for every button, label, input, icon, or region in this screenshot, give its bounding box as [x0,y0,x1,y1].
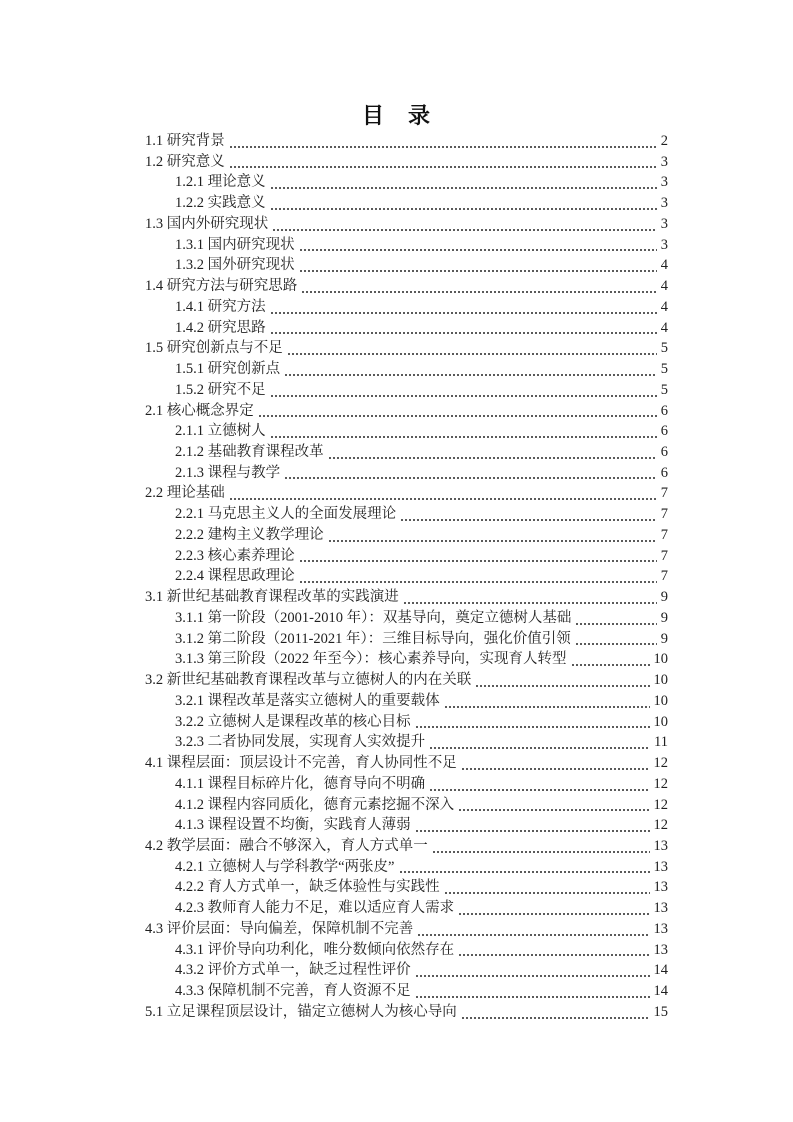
toc-page-number: 10 [653,692,668,709]
toc-entry[interactable] [145,629,668,650]
toc-entry-label: 3.2.1 课程改革是落实立德树人的重要载体 [175,692,440,709]
dot-leader [430,732,650,753]
toc-page-number: 14 [653,962,668,979]
dot-leader [416,960,650,981]
toc-entry[interactable] [145,1002,668,1023]
dot-leader [400,857,650,878]
toc-entry[interactable] [145,774,668,795]
toc-page-number: 13 [653,941,668,958]
toc-entry-label: 1.2 研究意义 [145,153,225,170]
toc-entry[interactable] [145,608,668,629]
toc-page-number: 10 [653,672,668,689]
dot-leader [300,235,657,256]
dot-leader [288,338,657,359]
dot-leader [271,172,657,193]
dot-leader [416,712,650,733]
toc-entry[interactable] [145,483,668,504]
toc-entry-label: 2.2 理论基础 [145,485,225,502]
toc-page-number: 5 [660,340,668,357]
toc-page-number: 5 [660,381,668,398]
toc-entry[interactable] [145,753,668,774]
toc-page-number: 6 [660,402,668,419]
dot-leader [576,629,657,650]
toc-page-number: 2 [660,133,668,149]
toc-entry[interactable] [145,919,668,940]
toc-entry-label: 4.3.1 评价导向功利化，唯分数倾向依然存在 [175,941,455,958]
dot-leader [459,940,649,961]
toc-entry[interactable] [145,504,668,525]
dot-leader [285,359,657,380]
page-title: 目 录 [361,103,431,128]
table-of-contents [145,131,668,1023]
dot-leader [329,525,657,546]
dot-leader [476,670,649,691]
dot-leader [430,774,649,795]
toc-entry[interactable] [145,546,668,567]
toc-page-number: 7 [660,485,668,502]
toc-page-number: 12 [653,775,668,792]
toc-page-number: 3 [660,174,668,191]
toc-entry-label: 3.1.2 第二阶段（2011-2021 年）：三维目标导向，强化价值引领 [175,630,571,647]
toc-page-number: 6 [660,464,668,481]
toc-entry-label: 1.2.2 实践意义 [175,195,266,212]
dot-leader [416,815,650,836]
toc-page-number: 15 [653,1003,668,1020]
toc-entry-label: 3.1.1 第一阶段（2001-2010 年）：双基导向，奠定立德树人基础 [175,609,572,626]
toc-entry[interactable] [145,172,668,193]
toc-entry[interactable] [145,359,668,380]
toc-entry[interactable] [145,795,668,816]
dot-leader [285,463,657,484]
dot-leader [401,504,657,525]
toc-entry-label: 2.1.1 立德树人 [175,423,266,440]
toc-entry[interactable] [145,193,668,214]
toc-page-number: 4 [660,319,668,336]
toc-entry[interactable] [145,587,668,608]
toc-entry-label: 1.3.2 国外研究现状 [175,257,295,274]
toc-page-number: 12 [653,755,668,772]
toc-page-number: 3 [660,236,668,253]
dot-leader [445,877,650,898]
toc-page-number: 3 [660,153,668,170]
toc-page-number: 4 [660,278,668,295]
toc-entry[interactable] [145,318,668,339]
dot-leader [271,380,657,401]
dot-leader [273,214,657,235]
toc-entry[interactable] [145,338,668,359]
toc-entry-label: 3.1.3 第三阶段（2022 年至今）：核心素养导向，实现育人转型 [175,651,567,668]
toc-page-number: 11 [654,734,668,751]
toc-entry[interactable] [145,960,668,981]
toc-entry-label: 1.3 国内外研究现状 [145,215,269,232]
toc-entry[interactable] [145,152,668,173]
dot-leader [271,193,657,214]
toc-entry-label: 2.1.3 课程与教学 [175,464,281,481]
toc-entry[interactable] [145,214,668,235]
toc-page-number: 3 [660,215,668,232]
toc-entry-label: 1.5.1 研究创新点 [175,361,281,378]
toc-entry[interactable] [145,649,668,670]
toc-entry-label: 1.4.1 研究方法 [175,298,266,315]
dot-leader [230,152,657,173]
toc-entry-label: 5.1 立足课程顶层设计，锚定立德树人为核心导向 [145,1003,457,1020]
dot-leader [572,649,650,670]
toc-entry-label: 1.3.1 国内研究现状 [175,236,295,253]
toc-page-number: 9 [660,589,668,606]
toc-entry-label: 1.2.1 理论意义 [175,174,266,191]
toc-entry-label: 4.3.2 评价方式单一，缺乏过程性评价 [175,962,411,979]
toc-page-number: 9 [660,630,668,647]
toc-entry-label: 1.5 研究创新点与不足 [145,340,283,357]
dot-leader [416,981,650,1002]
toc-page-number: 6 [660,423,668,440]
toc-entry-label: 4.2 教学层面：融合不够深入，育人方式单一 [145,837,428,854]
toc-entry[interactable] [145,898,668,919]
toc-page-number: 13 [653,837,668,854]
toc-entry[interactable] [145,691,668,712]
toc-page-number: 7 [660,526,668,543]
toc-entry-label: 3.2 新世纪基础教育课程改革与立德树人的内在关联 [145,672,472,689]
toc-entry-label: 1.4.2 研究思路 [175,319,266,336]
dot-leader [404,587,657,608]
toc-entry[interactable] [145,566,668,587]
toc-entry[interactable] [145,235,668,256]
dot-leader [329,442,657,463]
toc-entry-label: 4.3 评价层面：导向偏差，保障机制不完善 [145,920,414,937]
toc-page-number: 7 [660,506,668,523]
dot-leader [271,318,657,339]
toc-page-number: 13 [653,879,668,896]
dot-leader [459,795,649,816]
dot-leader [271,297,657,318]
toc-entry-label: 2.1.2 基础教育课程改革 [175,444,324,461]
dot-leader [271,421,657,442]
toc-entry-label: 2.2.4 课程思政理论 [175,568,295,585]
toc-entry-label: 4.1.1 课程目标碎片化，德育导向不明确 [175,775,426,792]
toc-entry-label: 4.1 课程层面：顶层设计不完善，育人协同性不足 [145,755,457,772]
toc-entry-label: 2.2.2 建构主义教学理论 [175,526,324,543]
toc-entry[interactable] [145,981,668,1002]
toc-entry[interactable] [145,712,668,733]
dot-leader [230,131,657,152]
toc-page-number: 4 [660,298,668,315]
dot-leader [230,483,657,504]
toc-page-number: 12 [653,817,668,834]
toc-entry[interactable] [145,276,668,297]
toc-entry-label: 1.5.2 研究不足 [175,381,266,398]
toc-entry[interactable] [145,421,668,442]
dot-leader [300,255,657,276]
toc-page-number: 9 [660,609,668,626]
toc-entry[interactable] [145,815,668,836]
dot-leader [259,401,657,422]
toc-entry-label: 2.2.1 马克思主义人的全面发展理论 [175,506,397,523]
dot-leader [459,898,649,919]
toc-entry[interactable] [145,131,668,152]
toc-entry[interactable] [145,401,668,422]
toc-page-number: 12 [653,796,668,813]
toc-entry[interactable] [145,836,668,857]
toc-page-number: 13 [653,920,668,937]
toc-entry[interactable] [145,463,668,484]
dot-leader [302,276,657,297]
toc-entry-label: 4.2.1 立德树人与学科教学“两张皮” [175,858,395,875]
toc-page-number: 5 [660,361,668,378]
toc-entry-label: 4.3.3 保障机制不完善，育人资源不足 [175,983,411,1000]
toc-entry[interactable] [145,297,668,318]
dot-leader [462,753,650,774]
toc-page-number: 3 [660,195,668,212]
dot-leader [418,919,649,940]
toc-entry[interactable] [145,380,668,401]
toc-entry[interactable] [145,857,668,878]
dot-leader [300,546,657,567]
toc-page-number: 10 [653,651,668,668]
toc-entry[interactable] [145,940,668,961]
toc-entry[interactable] [145,525,668,546]
dot-leader [462,1002,650,1023]
toc-page-number: 6 [660,444,668,461]
toc-page-number: 7 [660,568,668,585]
dot-leader [445,691,650,712]
toc-entry[interactable] [145,877,668,898]
toc-page-number: 7 [660,547,668,564]
toc-entry-label: 4.1.3 课程设置不均衡，实践育人薄弱 [175,817,411,834]
toc-entry-label: 3.2.2 立德树人是课程改革的核心目标 [175,713,411,730]
toc-entry-label: 4.2.3 教师育人能力不足，难以适应育人需求 [175,900,455,917]
dot-leader [576,608,656,629]
toc-entry-label: 3.1 新世纪基础教育课程改革的实践演进 [145,589,399,606]
toc-entry-label: 4.1.2 课程内容同质化，德育元素挖掘不深入 [175,796,455,813]
dot-leader [433,836,650,857]
toc-page-number: 14 [653,983,668,1000]
toc-entry[interactable] [145,442,668,463]
toc-entry-label: 2.1 核心概念界定 [145,402,254,419]
toc-page-number: 13 [653,900,668,917]
toc-entry[interactable] [145,255,668,276]
toc-entry-label: 1.1 研究背景 [145,133,225,149]
toc-page-number: 13 [653,858,668,875]
toc-page-number: 10 [653,713,668,730]
toc-entry-label: 1.4 研究方法与研究思路 [145,278,298,295]
dot-leader [300,566,657,587]
toc-entry[interactable] [145,670,668,691]
toc-entry-label: 3.2.3 二者协同发展，实现育人实效提升 [175,734,426,751]
toc-entry-label: 2.2.3 核心素养理论 [175,547,295,564]
toc-page-number: 4 [660,257,668,274]
toc-entry[interactable] [145,732,668,753]
toc-entry-label: 4.2.2 育人方式单一，缺乏体验性与实践性 [175,879,440,896]
